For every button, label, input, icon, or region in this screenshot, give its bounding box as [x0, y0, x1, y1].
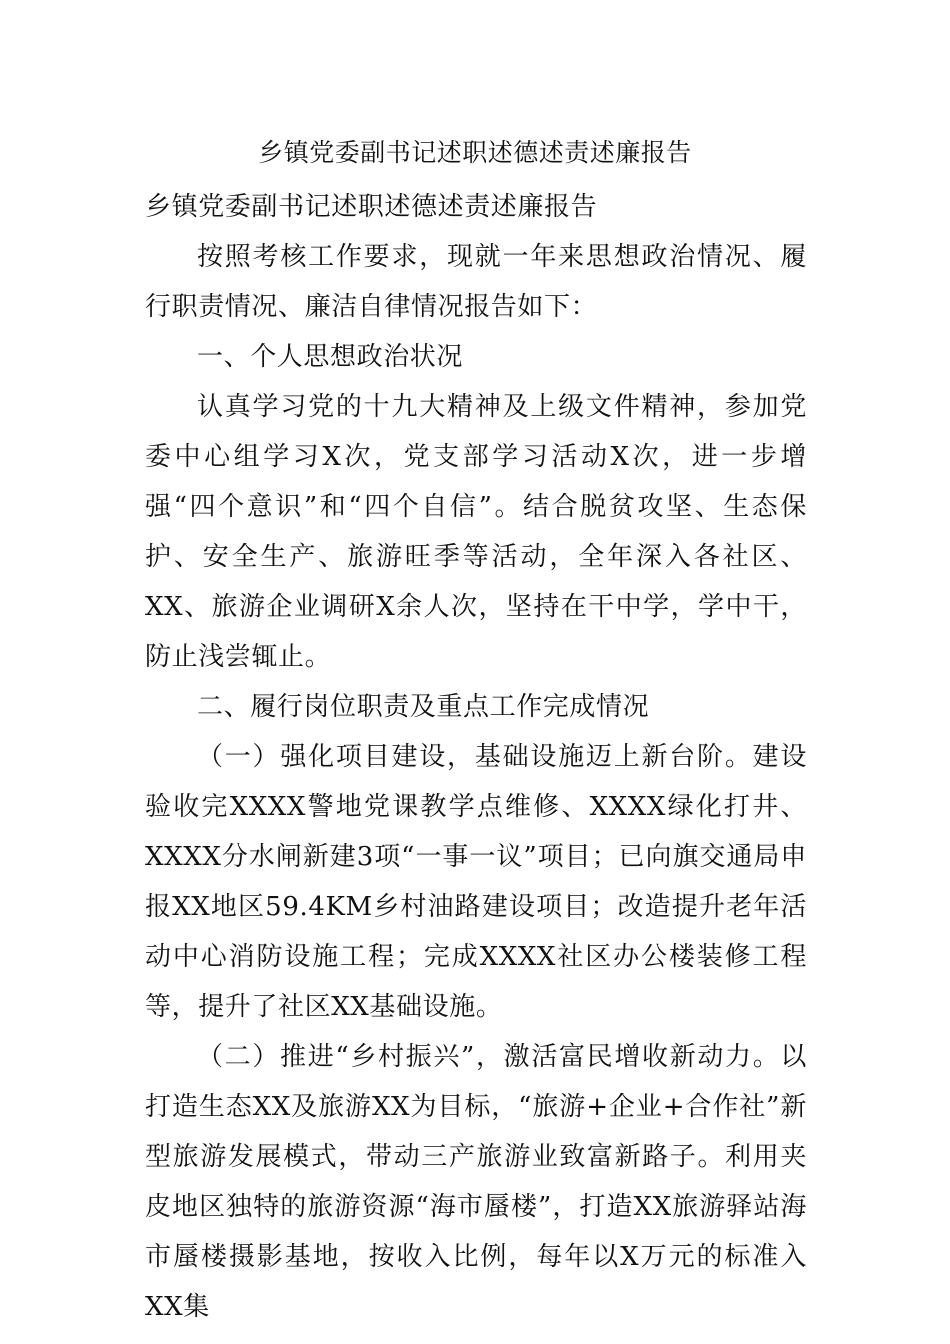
paragraph-political-status: 认真学习党的十九大精神及上级文件精神，参加党委中心组学习X次，党支部学习活动X次，进一步增强“四个意识”和“四个自信”。结合脱贫攻坚、生态保护、安全生产、旅游旺季等活动，全年深入各社区、XX、旅游企业调研X余人次，坚持在干中学，学中干，防止浅尝辄止。: [145, 392, 807, 672]
paragraph-rural-revitalization: （二）推进“乡村振兴”，激活富民增收新动力。以打造生态XX及旅游XX为目标，“旅游+企业+合作社”新型旅游发展模式，带动三产旅游业致富新路子。利用夹皮地区独特的旅游资源“海市蜃楼”，打造XX旅游驿站海市蜃楼摄影基地，按收入比例，每年以X万元的标准入XX集: [145, 1042, 807, 1322]
document-subtitle: 乡镇党委副书记述职述德述责述廉报告: [145, 192, 598, 222]
section-heading-2: 二、履行岗位职责及重点工作完成情况: [197, 692, 650, 722]
paragraph-intro: 按照考核工作要求，现就一年来思想政治情况、履行职责情况、廉洁自律情况报告如下：: [145, 242, 807, 322]
document-title: 乡镇党委副书记述职述德述责述廉报告: [258, 138, 692, 167]
section-heading-1: 一、个人思想政治状况: [197, 342, 464, 372]
paragraph-project-construction: （一）强化项目建设，基础设施迈上新台阶。建设验收完XXXX警地党课教学点维修、XXXX绿化打井、XXXX分水闸新建3项“一事一议”项目；已向旗交通局申报XX地区59.4KM乡村油路建设项目；改造提升老年活动中心消防设施工程；完成XXXX社区办公楼装修工程等，提升了社区XX基础设施。: [145, 742, 807, 1022]
document-body: [145, 182, 807, 1332]
